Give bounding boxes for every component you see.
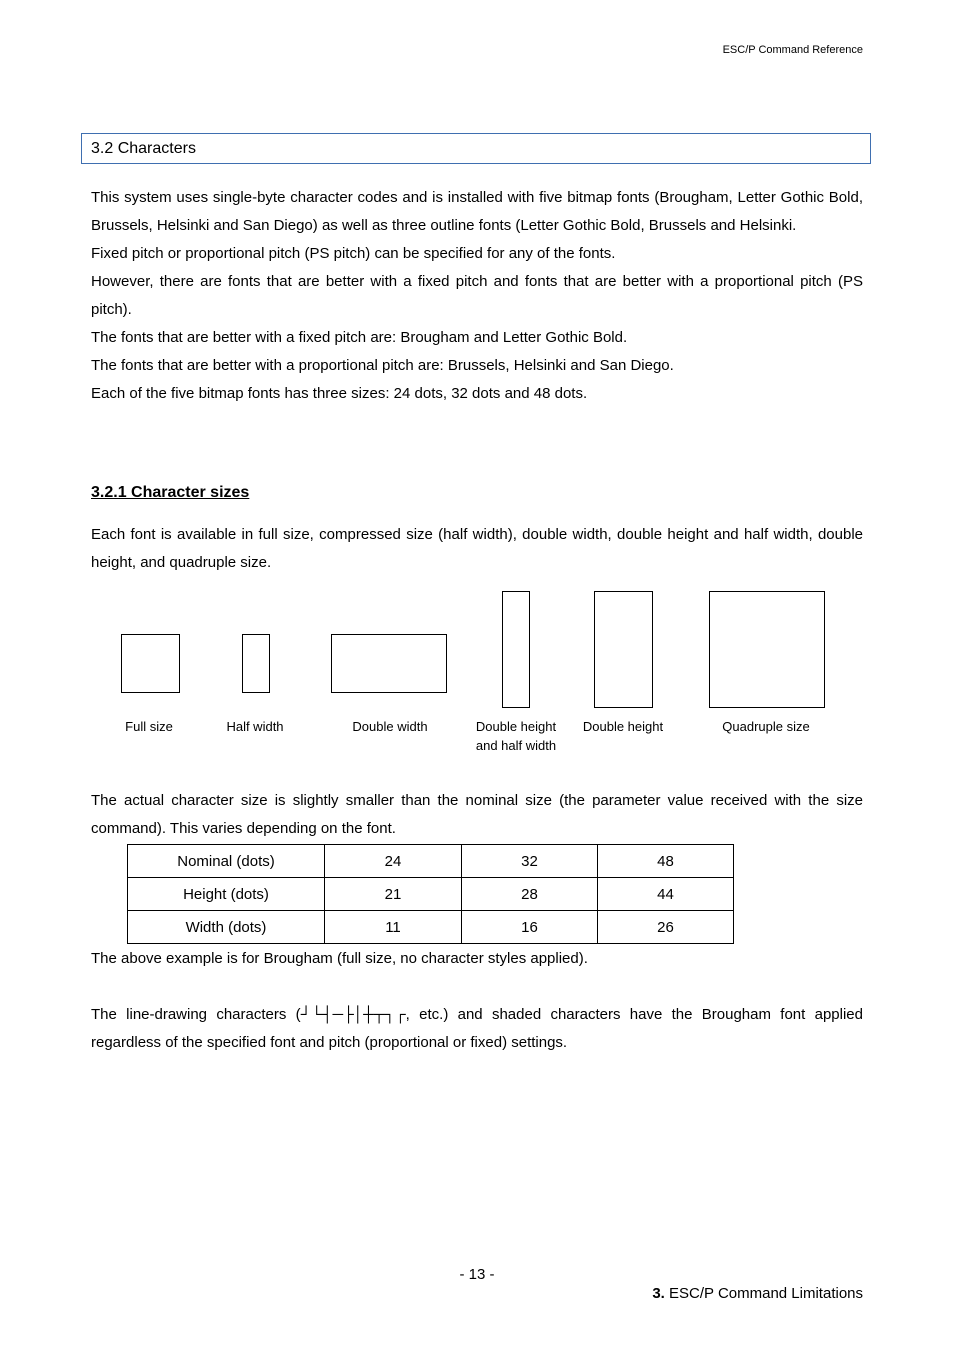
- character-size-table: [127, 844, 734, 944]
- row-label: Nominal (dots): [128, 845, 325, 878]
- subsection-title: 3.2.1 Character sizes: [91, 484, 250, 501]
- subsection-paragraph: Each font is available in full size, compressed size (half width), double width, double height and half width, double height, and quadruple size.: [91, 526, 863, 571]
- table-cell: 24: [325, 845, 462, 878]
- double-height-label: Double height: [582, 719, 664, 734]
- double-width-box: [331, 634, 447, 693]
- footer-chapter: [652, 1285, 863, 1302]
- quadruple-size-label: Quadruple size: [722, 719, 810, 734]
- line-drawing-paragraph: The line-drawing characters (┘└┤─├│┼┬┐┌, etc.) and shaded characters have the Brougham font applied regardless of the specified font and pitch (proportional or fixed) settings.: [91, 1006, 863, 1051]
- table-cell: 32: [462, 845, 598, 878]
- chapter-title: ESC/P Command Limitations: [669, 1285, 863, 1302]
- table-cell: 21: [325, 878, 462, 911]
- intro-paragraph-4: The fonts that are better with a fixed pitch are: Brougham and Letter Gothic Bold.: [91, 329, 628, 346]
- half-width-box: [242, 634, 270, 693]
- full-size-box: [121, 634, 180, 693]
- table-cell: 48: [598, 845, 734, 878]
- running-header: ESC/P Command Reference: [722, 44, 863, 56]
- intro-text: [91, 184, 863, 408]
- double-height-half-width-box: [502, 591, 530, 708]
- table-row: [128, 878, 734, 911]
- actual-size-text: [91, 787, 863, 843]
- intro-paragraph-3: However, there are fonts that are better with a fixed pitch and fonts that are better with a proportional pitch (PS pitch).: [91, 273, 863, 318]
- intro-paragraph-6: Each of the five bitmap fonts has three sizes: 24 dots, 32 dots and 48 dots.: [91, 385, 588, 402]
- section-heading-box: [81, 133, 871, 164]
- subsection-text: [91, 521, 863, 577]
- double-height-half-width-label-line-2: and half width: [475, 738, 557, 753]
- section-title: 3.2 Characters: [91, 140, 196, 157]
- quadruple-size-box: [709, 591, 825, 708]
- table-cell: 16: [462, 911, 598, 944]
- full-size-label: Full size: [125, 719, 173, 734]
- intro-paragraph-2: Fixed pitch or proportional pitch (PS pitch) can be specified for any of the fonts.: [91, 245, 616, 262]
- intro-paragraph-1: This system uses single-byte character codes and is installed with five bitmap fonts (Brougham, Letter Gothic Bold, Brussels, Helsinki and San Diego) as well as three outline fonts (Letter Gothic Bold, Brussels and Helsinki.: [91, 189, 863, 234]
- double-height-half-width-label: [461, 717, 571, 755]
- table-cell: 26: [598, 911, 734, 944]
- chapter-number: 3.: [652, 1285, 665, 1302]
- table-row: [128, 911, 734, 944]
- row-label: Width (dots): [128, 911, 325, 944]
- actual-size-paragraph: The actual character size is slightly smaller than the nominal size (the parameter value received with the size command). This varies depending on the font.: [91, 792, 863, 837]
- table-row: [128, 845, 734, 878]
- table-cell: 28: [462, 878, 598, 911]
- table-cell: 11: [325, 911, 462, 944]
- page-number: - 13 -: [459, 1266, 495, 1283]
- table-note-paragraph: The above example is for Brougham (full size, no character styles applied).: [91, 950, 588, 967]
- table-note: [91, 945, 863, 973]
- line-drawing-text: [91, 1001, 863, 1057]
- double-width-label: Double width: [352, 719, 428, 734]
- intro-paragraph-5: The fonts that are better with a proportional pitch are: Brussels, Helsinki and San Diego.: [91, 357, 674, 374]
- double-height-box: [594, 591, 653, 708]
- half-width-label: Half width: [226, 719, 284, 734]
- double-height-half-width-label-line-1: Double height: [475, 719, 557, 734]
- row-label: Height (dots): [128, 878, 325, 911]
- table-cell: 44: [598, 878, 734, 911]
